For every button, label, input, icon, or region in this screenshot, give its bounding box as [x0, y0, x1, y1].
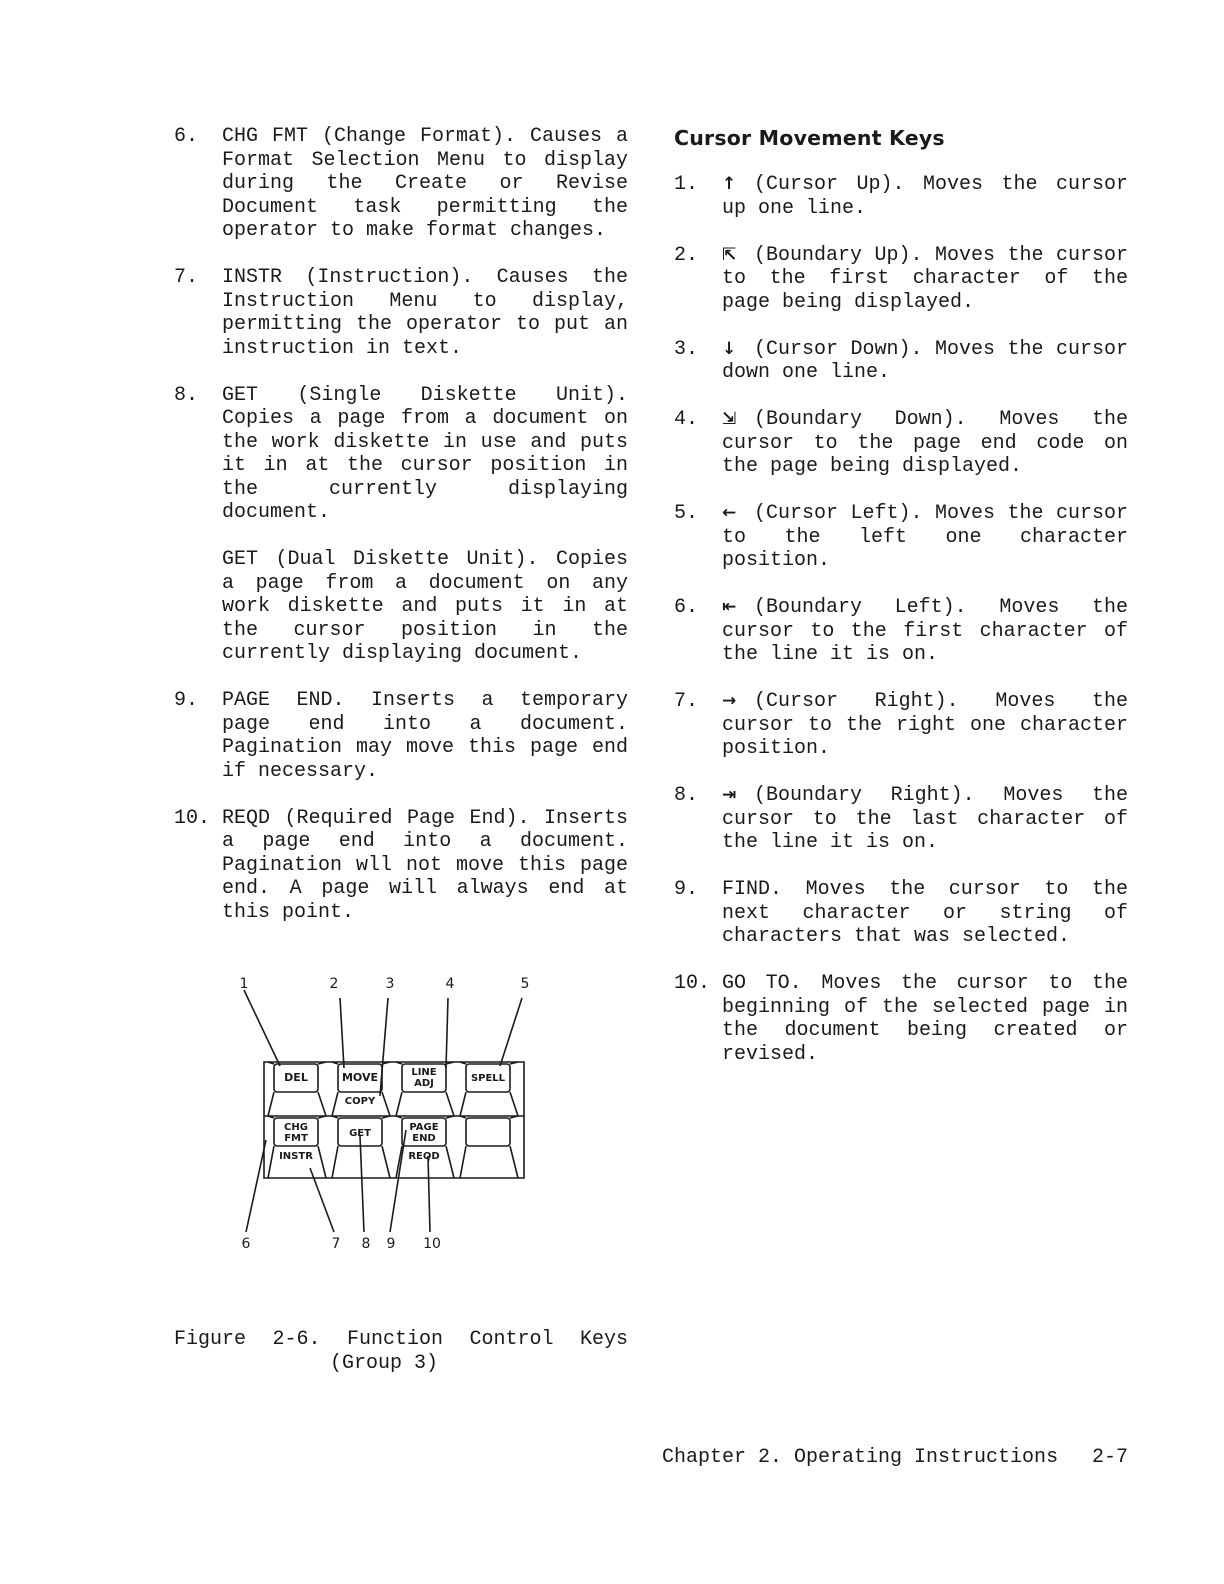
key-page-label: PAGE: [409, 1122, 439, 1133]
callout-2: 2: [329, 976, 339, 992]
list-item: [174, 266, 628, 360]
key-instr-label: INSTR: [279, 1151, 313, 1162]
caption-word: Function: [346, 1328, 443, 1351]
key-get-label: GET: [349, 1128, 371, 1139]
item-number: 6.: [674, 596, 699, 619]
page-footer: [662, 1446, 1128, 1469]
callout-8: 8: [361, 1236, 371, 1252]
caption-label: Figure: [174, 1328, 247, 1351]
item-text: INSTR (Instruction). Causes the Instruction Menu to display, permitting the operator to put an instruction in text.: [222, 266, 628, 360]
callout-1: 1: [239, 976, 249, 992]
page-number: 2-7: [1091, 1446, 1128, 1469]
item-text: REQD (Required Page End). Inserts a page end into a document. Pagination wll not move this page end. A page will always end at this point.: [222, 806, 628, 924]
list-item: [174, 384, 628, 525]
item-number: 1.: [674, 173, 699, 196]
left-column: [174, 125, 628, 948]
list-item: [674, 972, 1128, 1066]
item-text: GET (Single Diskette Unit). Copies a page from a document on the work diskette in use and puts it in at the cursor position in the currently displaying document.: [222, 383, 628, 524]
item-text: FIND. Moves the cursor to the next character or string of characters that was selected.: [722, 878, 1128, 948]
list-item: [174, 125, 628, 243]
item-number: 3.: [674, 337, 699, 361]
key-copy-label: COPY: [344, 1096, 376, 1107]
key-reqd-label: REQD: [408, 1151, 440, 1162]
item-text: (Boundary Left). Moves the cursor to the first character of the line it is on.: [722, 596, 1128, 666]
boundary-left-icon: ⇤: [722, 597, 737, 617]
item-number: 4.: [674, 408, 699, 431]
callout-9: 9: [386, 1236, 396, 1252]
item-text: GO TO. Moves the cursor to the beginning of the selected page in the document being created or revised.: [722, 972, 1128, 1066]
item-number: 8.: [174, 383, 199, 407]
list-item: [674, 502, 1128, 573]
item-number: 6.: [174, 125, 199, 148]
figure-caption: [174, 1328, 628, 1375]
list-item: [674, 408, 1128, 479]
list-item: [674, 173, 1128, 220]
item-text: (Cursor Up). Moves the cursor up one line.: [722, 173, 1128, 220]
key-spell-label: SPELL: [470, 1073, 506, 1084]
cursor-up-icon: ↑: [722, 174, 737, 194]
item-text: CHG FMT (Change Format). Causes a Format Selection Menu to display during the Create or Revise Document task permitting the operator to make format changes.: [222, 125, 628, 242]
boundary-right-icon: ⇥: [722, 785, 737, 805]
key-line-label: LINE: [411, 1067, 437, 1078]
item-text: (Cursor Down). Moves the cursor down one line.: [722, 337, 1128, 384]
caption-word: Keys: [579, 1328, 628, 1351]
callout-10: 10: [423, 1236, 441, 1252]
key-end-label: END: [412, 1133, 436, 1144]
list-item: [174, 807, 628, 925]
item-text: PAGE END. Inserts a temporary page end into a document. Pagination may move this page end if necessary.: [222, 689, 628, 783]
key-move-label: MOVE: [341, 1071, 379, 1084]
item-number: 8.: [674, 784, 699, 807]
caption-word: Control: [469, 1328, 554, 1351]
callout-4: 4: [445, 976, 455, 992]
list-item: [174, 689, 628, 783]
item-number: 7.: [174, 266, 199, 289]
list-item: [674, 690, 1128, 761]
callout-5: 5: [520, 976, 530, 992]
list-item: [674, 784, 1128, 855]
item-text: (Boundary Right). Moves the cursor to the last character of the line it is on.: [722, 784, 1128, 854]
list-item: [674, 338, 1128, 385]
item-number: 7.: [674, 690, 699, 713]
item-text: (Boundary Down). Moves the cursor to the page end code on the page being displayed.: [722, 408, 1128, 478]
keyboard-diagram: [228, 970, 538, 1260]
item-number: 5.: [674, 502, 699, 525]
footer-chapter: Chapter 2. Operating Instructions: [662, 1446, 1059, 1469]
caption-line-2: (Group 3): [330, 1351, 439, 1375]
item-number: 10.: [674, 972, 711, 995]
callout-7: 7: [331, 1236, 341, 1252]
key-chg-label: CHG: [284, 1122, 308, 1133]
cursor-right-icon: →: [722, 691, 737, 711]
boundary-down-icon: ⇲: [722, 409, 737, 429]
sub-paragraph: GET (Dual Diskette Unit). Copies a page from a document on any work diskette and puts it in at the cursor position in the currently displaying document.: [222, 548, 628, 665]
list-item: [674, 244, 1128, 315]
boundary-up-icon: ⇱: [722, 244, 737, 265]
key-adj-label: ADJ: [414, 1078, 434, 1089]
section-heading: Cursor Movement Keys: [674, 126, 945, 150]
item-text: (Cursor Right). Moves the cursor to the right one character position.: [722, 690, 1128, 760]
callout-3: 3: [385, 976, 395, 992]
item-text: (Boundary Up). Moves the cursor to the first character of the page being displayed.: [722, 243, 1128, 314]
list-item: [674, 596, 1128, 667]
callout-6: 6: [241, 1236, 251, 1252]
function-keys-figure: [228, 970, 538, 1260]
key-fmt-label: FMT: [284, 1133, 308, 1144]
item-number: 10.: [174, 806, 211, 830]
item-number: 9.: [174, 689, 199, 712]
item-text: (Cursor Left). Moves the cursor to the left one character position.: [722, 502, 1128, 572]
item-number: 9.: [674, 878, 699, 901]
key-del-label: DEL: [284, 1071, 308, 1084]
cursor-left-icon: ←: [722, 503, 737, 523]
caption-number: 2-6.: [272, 1328, 321, 1351]
right-column: [674, 125, 1128, 1090]
list-item: [674, 878, 1128, 949]
item-number: 2.: [674, 243, 699, 267]
cursor-down-icon: ↓: [722, 338, 737, 359]
